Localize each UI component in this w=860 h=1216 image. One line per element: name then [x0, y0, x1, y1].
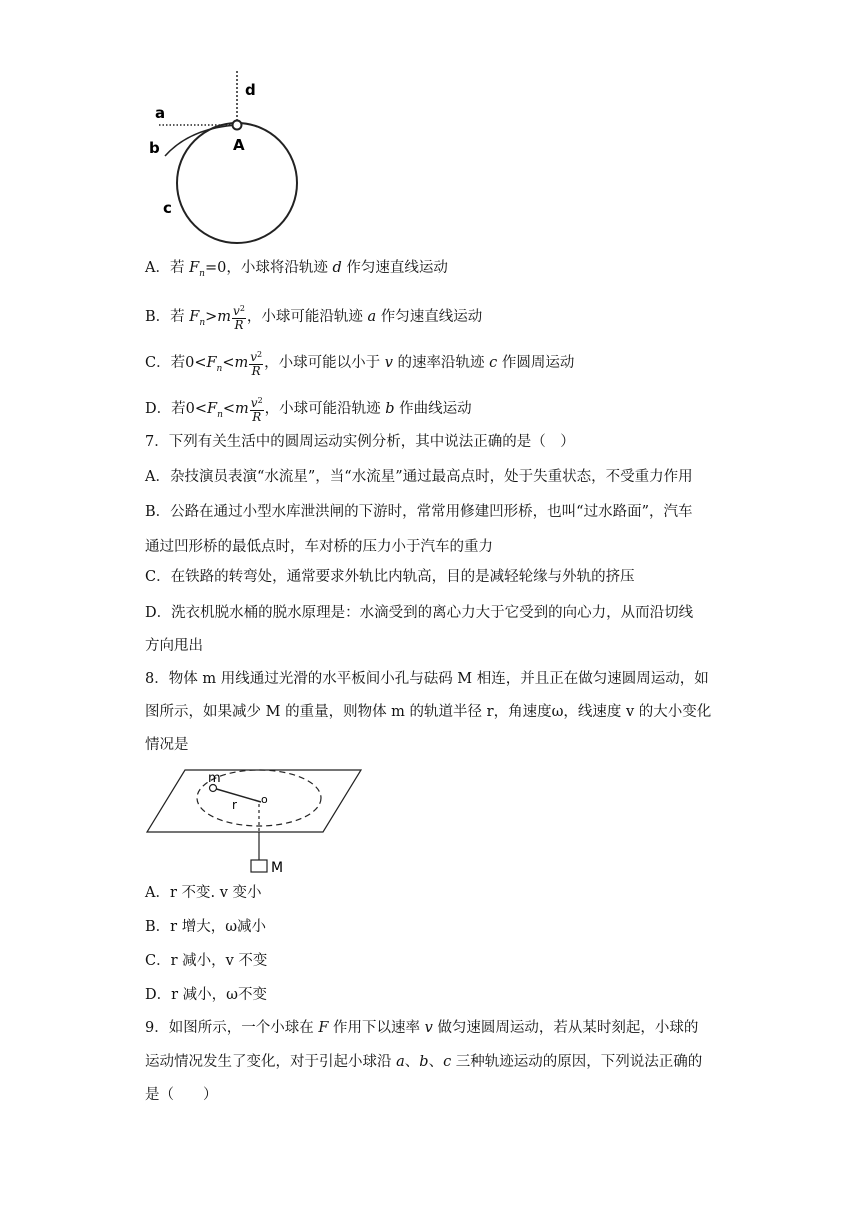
- q8-option-c: C．r 减小，v 不变: [145, 953, 268, 969]
- q7-option-b-line2: 通过凹形桥的最低点时，车对桥的压力小于汽车的重力: [145, 539, 493, 555]
- label-M: M: [271, 860, 284, 876]
- q7-option-a: A．杂技演员表演“水流星”，当“水流星”通过最高点时，处于失重状态，不受重力作用: [145, 469, 693, 485]
- weight-M: [251, 860, 267, 872]
- q9-stem-line3: 是（ ）: [145, 1087, 218, 1103]
- q7-option-c: C．在铁路的转弯处，通常要求外轨比内轨高，目的是减轻轮缘与外轨的挤压: [145, 569, 635, 585]
- q7-option-d-line2: 方向甩出: [145, 638, 203, 654]
- horizontal-plate: [147, 770, 361, 832]
- q8-option-a: A．r 不变. v 变小: [145, 885, 262, 901]
- q8-option-d: D．r 减小，ω不变: [145, 987, 267, 1003]
- label-b: b: [149, 139, 160, 157]
- q8-stem-line3: 情况是: [145, 737, 189, 753]
- q9-stem-line2: 运动情况发生了变化，对于引起小球沿 a、b、c 三种轨迹运动的原因，下列说法正确的: [145, 1054, 703, 1070]
- label-m: m: [208, 771, 221, 786]
- q8-stem-line1: 8．物体 m 用线通过光滑的水平板间小孔与砝码 M 相连，并且正在做匀速圆周运动，如: [145, 671, 709, 687]
- ball-A: [233, 121, 242, 130]
- q6-option-a: A．若 $F_n=0$，小球将沿轨迹 d 作匀速直线运动: [145, 260, 448, 279]
- q9-stem-line1: 9．如图所示，一个小球在 F 作用下以速率 v 做匀速圆周运动，若从某时刻起，小球的: [145, 1020, 699, 1036]
- label-c: c: [163, 199, 172, 217]
- q6-option-c: C．若$0<F_n<m$ $\frac{v^2}{R}$ ，小球可能以小于 v 的速率沿轨迹 c 作圆周运动: [145, 350, 575, 378]
- plate-figure: [145, 766, 365, 878]
- q8-stem-line2: 图所示，如果减少 M 的重量，则物体 m 的轨道半径 r，角速度ω，线速度 v 的大小变化: [145, 704, 712, 720]
- q8-option-b: B．r 增大，ω减小: [145, 919, 267, 935]
- q7-stem: 7．下列有关生活中的圆周运动实例分析，其中说法正确的是（ ）: [145, 434, 575, 450]
- label-o: o: [261, 793, 268, 806]
- q6-option-d: D．若$0<F_n<m$ $\frac{v^2}{R}$ ，小球可能沿轨迹 b 作曲线运动: [145, 396, 472, 424]
- q7-option-d-line1: D．洗衣机脱水桶的脱水原理是：水滴受到的离心力大于它受到的向心力，从而沿切线: [145, 605, 694, 621]
- string-r: [213, 788, 261, 802]
- trajectory-figure: [145, 68, 310, 246]
- q6-option-b: B．若 $F_n>m$ $\frac{v^2}{R}$ ，小球可能沿轨迹 a 作匀速直线运动: [145, 304, 483, 332]
- label-A: A: [233, 136, 245, 154]
- label-a: a: [155, 104, 166, 122]
- label-r: r: [232, 798, 237, 812]
- label-d: d: [245, 81, 256, 99]
- trajectory-b: [165, 125, 237, 156]
- q7-option-b-line1: B．公路在通过小型水库泄洪闸的下游时，常常用修建凹形桥，也叫“过水路面”，汽车: [145, 504, 693, 520]
